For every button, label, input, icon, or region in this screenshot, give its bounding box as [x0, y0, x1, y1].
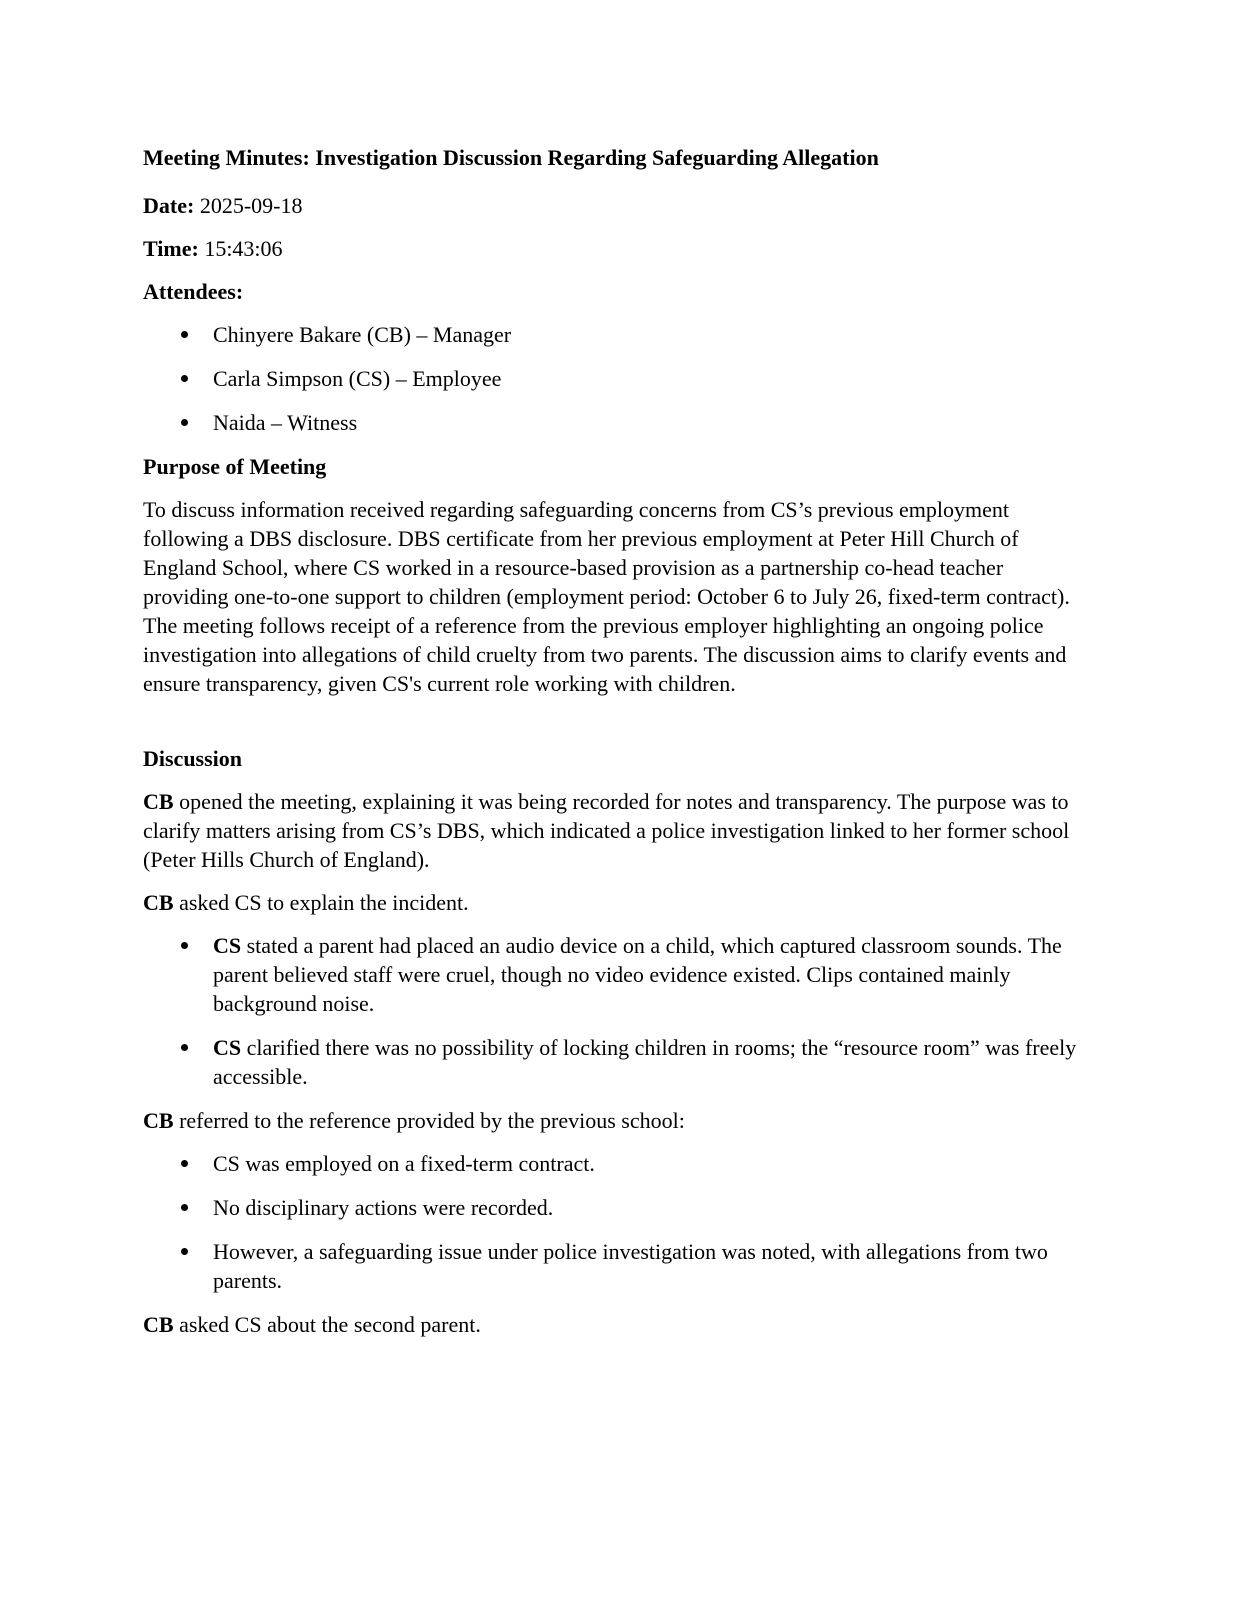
time-value: 15:43:06	[198, 236, 283, 261]
bullet-text: clarified there was no possibility of locking children in rooms; the “resource room” was freely accessible.	[213, 1035, 1077, 1089]
paragraph-text: asked CS to explain the incident.	[173, 890, 469, 915]
bullet-text: stated a parent had placed an audio device on a child, which captured classroom sounds. The parent believed staff were cruel, though no video evidence existed. Clips contained mainly background noise.	[213, 933, 1062, 1016]
speaker-initials: CB	[143, 1312, 174, 1337]
date-line	[143, 191, 1093, 220]
list-item	[143, 931, 1093, 1018]
document-title: Meeting Minutes: Investigation Discussion Regarding Safeguarding Allegation	[143, 145, 879, 170]
bullet-text: No disciplinary actions were recorded.	[213, 1195, 554, 1220]
speaker-initials: CB	[143, 890, 174, 915]
list-item	[143, 1237, 1093, 1295]
incident-bullet-list	[143, 931, 1093, 1091]
time-line	[143, 234, 1093, 263]
discussion-paragraph	[143, 1310, 1093, 1339]
date-value: 2025-09-18	[194, 193, 303, 218]
attendee-name: Carla Simpson (CS) – Employee	[213, 366, 502, 391]
date-label: Date:	[143, 193, 195, 218]
attendees-list	[143, 320, 1093, 437]
purpose-heading: Purpose of Meeting	[143, 454, 327, 479]
attendees-heading: Attendees:	[143, 279, 244, 304]
speaker-initials: CS	[213, 933, 242, 958]
list-item	[143, 1193, 1093, 1222]
discussion-paragraph	[143, 787, 1093, 874]
attendee-name: Chinyere Bakare (CB) – Manager	[213, 322, 512, 347]
purpose-body: To discuss information received regarding safeguarding concerns from CS’s previous employment following a DBS disclosure. DBS certificate from her previous employment at Peter Hill Church of England School, where CS worked in a resource-based provision as a partnership co-head teacher providing one-to-one support to children (employment period: October 6 to July 26, fixed-term contract). The meeting follows receipt of a reference from the previous employer highlighting an ongoing police investigation into allegations of child cruelty from two parents. The discussion aims to clarify events and ensure transparency, given CS's current role working with children.	[143, 497, 1070, 696]
bullet-text: CS was employed on a fixed-term contract.	[213, 1151, 595, 1176]
time-label: Time:	[143, 236, 199, 261]
discussion-paragraph	[143, 888, 1093, 917]
list-item	[143, 1149, 1093, 1178]
list-item	[143, 1033, 1093, 1091]
list-item	[143, 408, 1093, 437]
bullet-text: However, a safeguarding issue under police investigation was noted, with allegations from two parents.	[213, 1239, 1048, 1293]
paragraph-text: asked CS about the second parent.	[173, 1312, 481, 1337]
speaker-initials: CB	[143, 1108, 174, 1133]
list-item	[143, 364, 1093, 393]
list-item	[143, 320, 1093, 349]
speaker-initials: CS	[213, 1035, 242, 1060]
discussion-heading: Discussion	[143, 746, 243, 771]
reference-bullet-list	[143, 1149, 1093, 1295]
attendee-name: Naida – Witness	[213, 410, 358, 435]
discussion-paragraph	[143, 1106, 1093, 1135]
paragraph-text: opened the meeting, explaining it was being recorded for notes and transparency. The purpose was to clarify matters arising from CS’s DBS, which indicated a police investigation linked to her former school (Peter Hills Church of England).	[143, 789, 1070, 872]
paragraph-text: referred to the reference provided by the previous school:	[173, 1108, 685, 1133]
speaker-initials: CB	[143, 789, 174, 814]
